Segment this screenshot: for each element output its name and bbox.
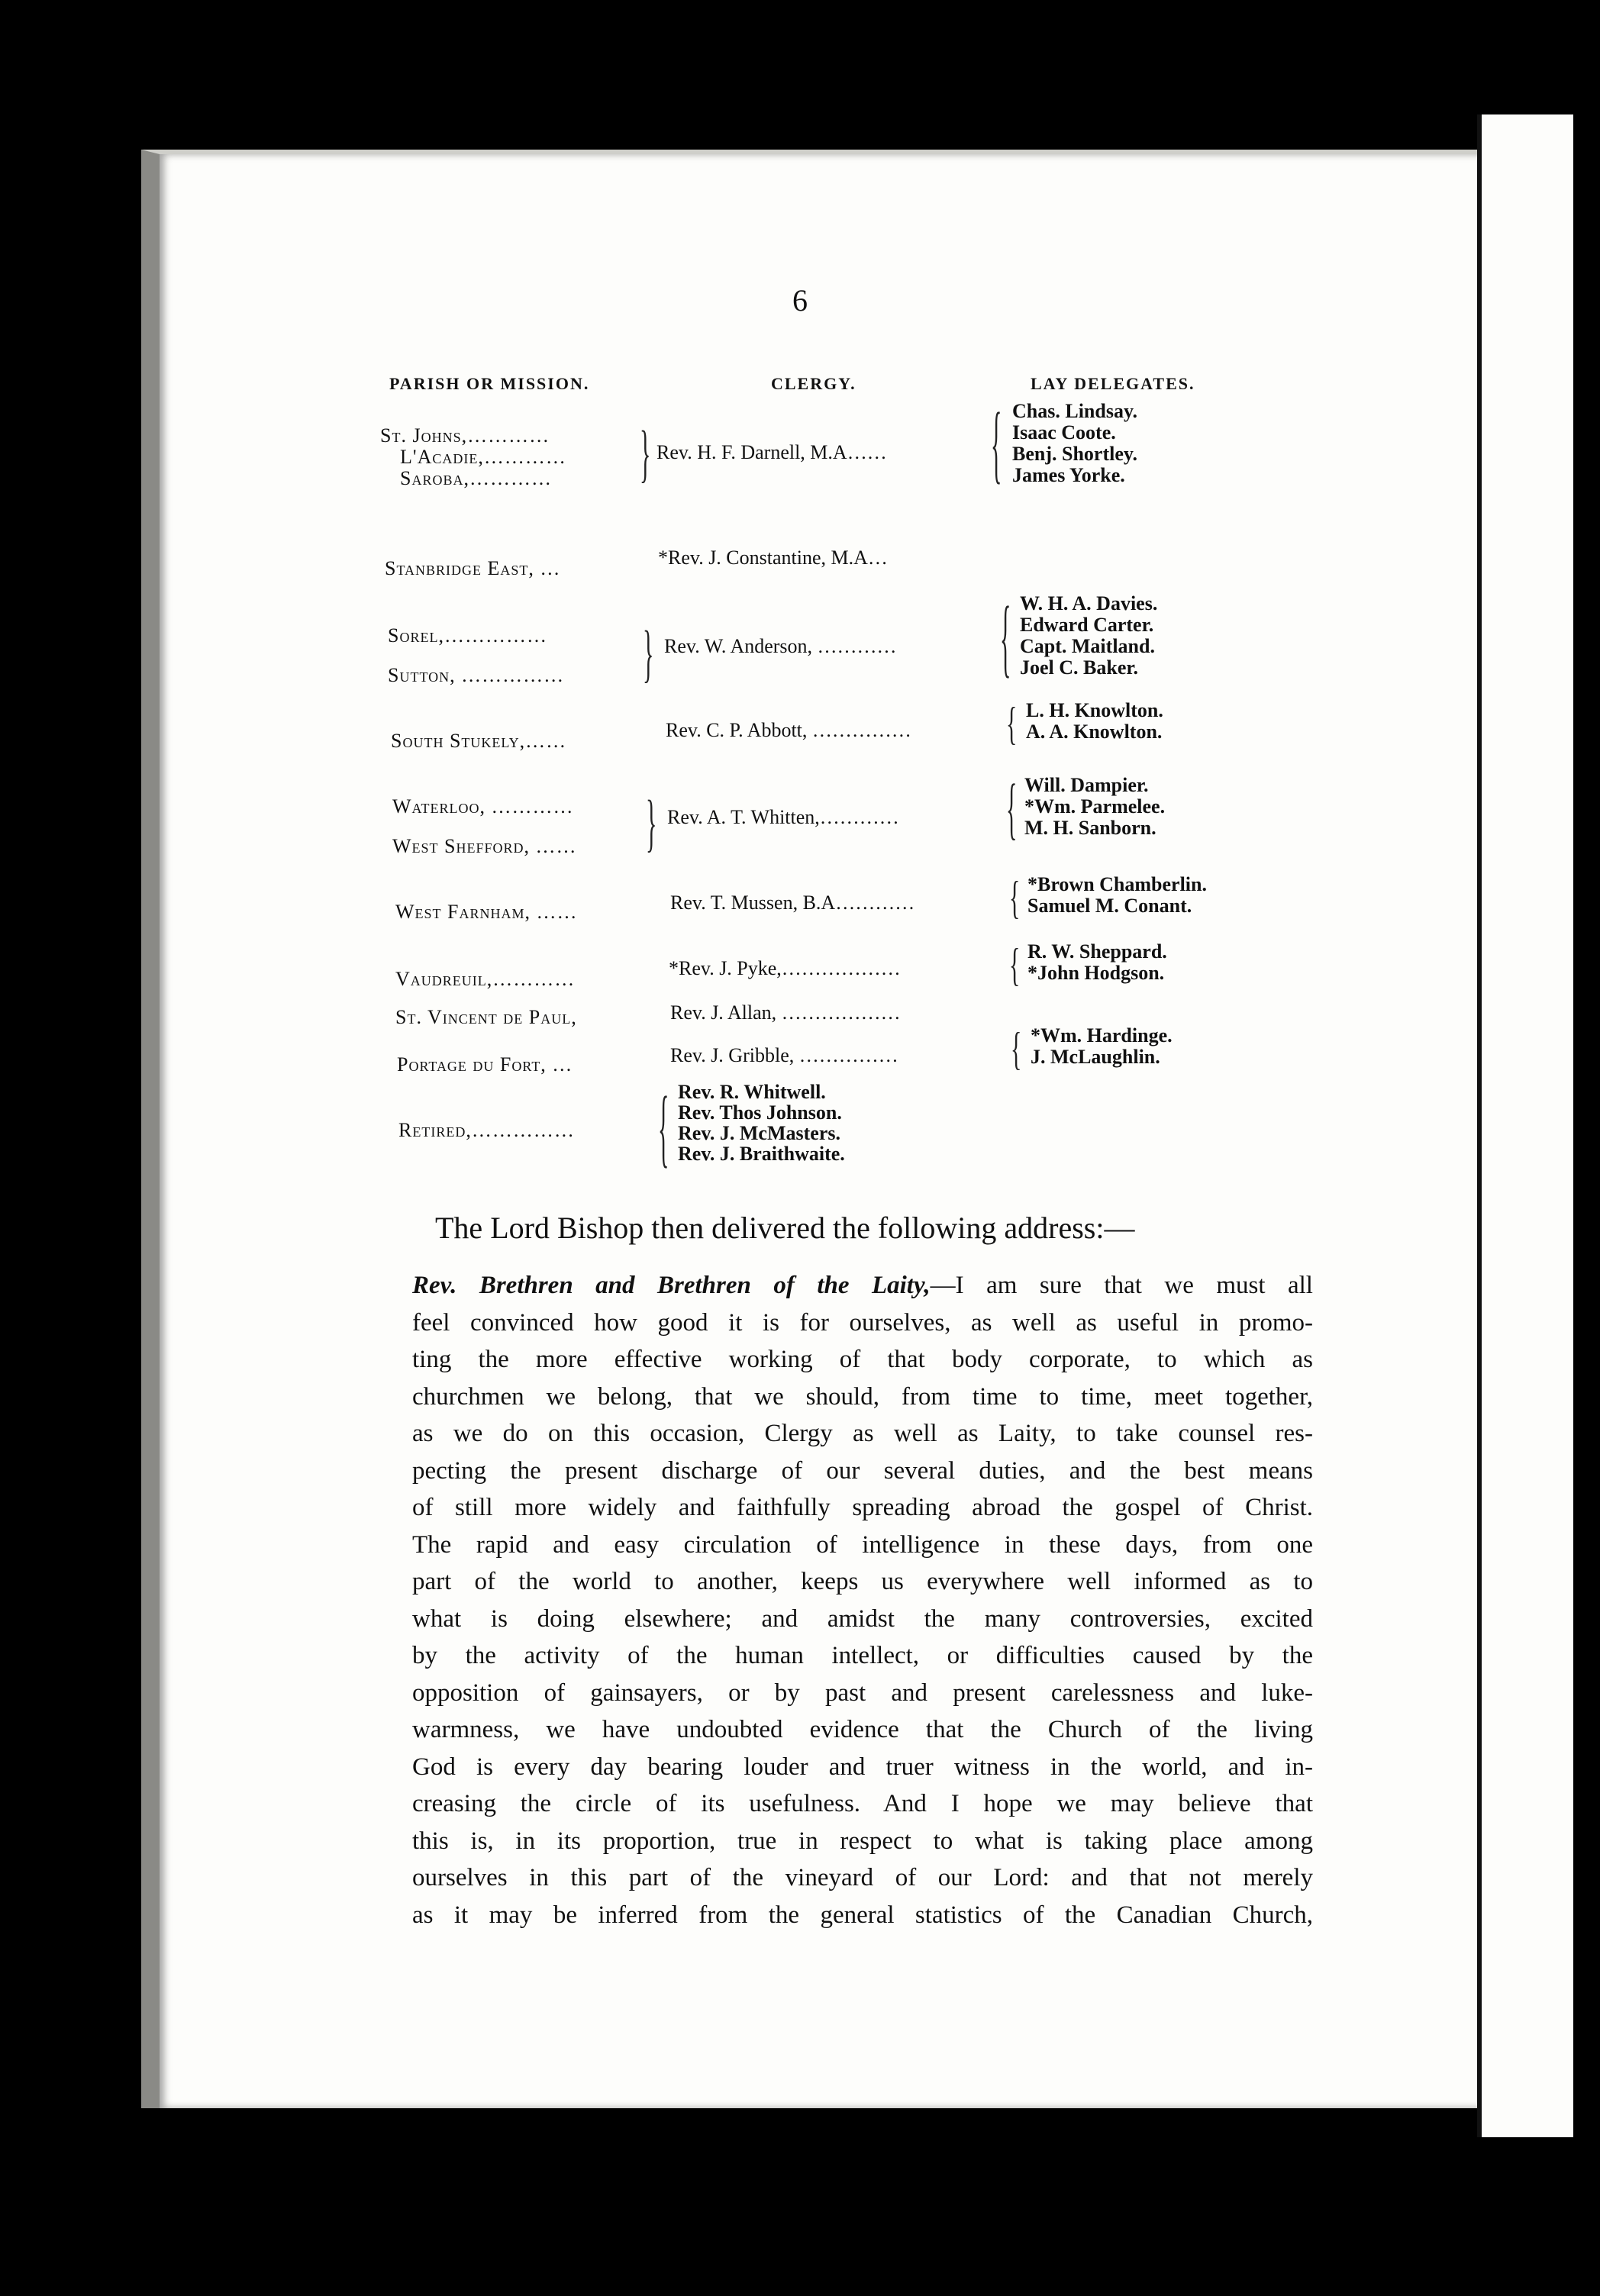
column-header-parish: PARISH OR MISSION. xyxy=(389,374,590,393)
address-line: creasing the circle of its usefulness. And I hope we may believe that xyxy=(412,1790,1313,1817)
lay-delegate: *Wm. Parmelee. xyxy=(1024,795,1166,817)
address-line: by the activity of the human intellect, or difficulties caused by the xyxy=(412,1642,1313,1669)
address-line: churchmen we belong, that we should, from time to time, meet together, xyxy=(412,1382,1313,1411)
clergy-name: Rev. W. Anderson, ………… xyxy=(664,635,897,657)
address-line: God is every day bearing louder and truer witness in the world, and in- xyxy=(412,1753,1313,1781)
lay-delegate: R. W. Sheppard. xyxy=(1027,940,1167,963)
brace: { xyxy=(1009,872,1021,923)
parish-name: Waterloo, ………… xyxy=(392,795,574,817)
clergy-name: Rev. J. Gribble, …………… xyxy=(670,1044,898,1066)
lay-delegate: L. H. Knowlton. xyxy=(1026,699,1163,721)
address-line: as it may be inferred from the general statistics of the Canadian Church, xyxy=(412,1901,1313,1929)
parish-name: Sutton, …………… xyxy=(388,664,565,686)
address-line: The rapid and easy circulation of intelligence in these days, from one xyxy=(412,1530,1313,1559)
address-line: feel convinced how good it is for ourselves, as well as useful in promo- xyxy=(412,1308,1313,1337)
address-heading: The Lord Bishop then delivered the following address:— xyxy=(435,1211,1135,1245)
address-line: ting the more effective working of that body corporate, to which as xyxy=(412,1346,1313,1373)
lay-delegate: *Brown Chamberlin. xyxy=(1027,873,1207,895)
lay-delegate: W. H. A. Davies. xyxy=(1020,592,1158,614)
address-body xyxy=(412,1267,1313,1933)
parish-name: St. Vincent de Paul, xyxy=(395,1006,577,1028)
parish-name: L'Acadie,………… xyxy=(400,446,566,468)
address-line: as we do on this occasion, Clergy as well as Laity, to take counsel res- xyxy=(412,1420,1313,1447)
parish-name: Retired,…………… xyxy=(398,1119,575,1141)
lay-delegate: A. A. Knowlton. xyxy=(1026,721,1163,743)
brace: { xyxy=(1011,1024,1022,1074)
parish-name: Stanbridge East, … xyxy=(385,557,561,579)
lay-delegate: Capt. Maitland. xyxy=(1020,635,1155,657)
address-line: this is, in its proportion, true in respect to what is taking place among xyxy=(412,1827,1313,1855)
address-line: ourselves in this part of the vineyard of our Lord: and that not merely xyxy=(412,1864,1313,1891)
address-line: Rev. Brethren and Brethren of the Laity,—I am sure that we must all xyxy=(412,1272,1313,1299)
address-salutation: Rev. Brethren and Brethren of the Laity, xyxy=(412,1272,931,1299)
address-line: part of the world to another, keeps us everywhere well informed as to xyxy=(412,1568,1313,1595)
facing-page-edge xyxy=(1477,114,1573,2137)
page-number: 6 xyxy=(792,283,808,318)
lay-delegate: Chas. Lindsay. xyxy=(1012,400,1138,422)
brace: { xyxy=(1000,589,1011,685)
lay-delegate: *John Hodgson. xyxy=(1027,962,1165,984)
parish-name: West Shefford, …… xyxy=(392,835,577,857)
lay-delegate: *Wm. Hardinge. xyxy=(1031,1024,1173,1046)
lay-delegate: James Yorke. xyxy=(1012,464,1125,486)
lay-delegate: J. McLaughlin. xyxy=(1031,1046,1160,1068)
address-line: warmness, we have undoubted evidence that the Church of the living xyxy=(412,1716,1313,1743)
lay-delegate: Joel C. Baker. xyxy=(1020,656,1139,679)
address-line: what is doing elsewhere; and amidst the many controversies, excited xyxy=(412,1604,1313,1633)
lay-delegate: Benj. Shortley. xyxy=(1012,443,1137,465)
clergy-name: Rev. Thos Johnson. xyxy=(678,1101,842,1124)
parish-name: South Stukely,…… xyxy=(391,730,567,752)
column-header-lay: LAY DELEGATES. xyxy=(1031,374,1195,393)
clergy-name: Rev. T. Mussen, B.A………… xyxy=(670,892,915,914)
brace: } xyxy=(643,618,654,689)
parish-name: Sorel,…………… xyxy=(388,624,547,647)
clergy-name: Rev. J. Braithwaite. xyxy=(678,1143,845,1165)
brace: } xyxy=(646,787,657,859)
brace: { xyxy=(1006,698,1018,749)
lay-delegate: Edward Carter. xyxy=(1020,614,1154,636)
brace: { xyxy=(991,395,1002,492)
clergy-name: Rev. H. F. Darnell, M.A…… xyxy=(656,441,887,463)
parish-name: St. Johns,………… xyxy=(380,424,550,447)
address-line: opposition of gainsayers, or by past and present carelessness and luke- xyxy=(412,1678,1313,1707)
lay-delegate: Samuel M. Conant. xyxy=(1027,895,1192,917)
clergy-name: *Rev. J. Pyke,……………… xyxy=(669,957,901,979)
clergy-name: Rev. R. Whitwell. xyxy=(678,1081,826,1103)
lay-delegate: Will. Dampier. xyxy=(1024,774,1149,796)
brace: } xyxy=(640,418,651,489)
column-header-clergy: CLERGY. xyxy=(771,374,856,393)
clergy-name: Rev. J. McMasters. xyxy=(678,1122,840,1144)
parish-name: Vaudreuil,………… xyxy=(395,968,576,990)
parish-name: Saroba,………… xyxy=(400,467,552,489)
lay-delegate: M. H. Sanborn. xyxy=(1024,817,1156,839)
address-line: pecting the present discharge of our several duties, and the best means xyxy=(412,1456,1313,1485)
brace: { xyxy=(1006,770,1018,846)
clergy-name: *Rev. J. Constantine, M.A… xyxy=(658,547,888,569)
clergy-name: Rev. A. T. Whitten,………… xyxy=(667,806,899,828)
parish-name: West Farnham, …… xyxy=(395,901,578,923)
clergy-name: Rev. C. P. Abbott, …………… xyxy=(666,719,911,741)
lay-delegate: Isaac Coote. xyxy=(1012,421,1116,443)
brace: { xyxy=(1009,940,1021,990)
clergy-name: Rev. J. Allan, ……………… xyxy=(670,1001,901,1024)
brace: { xyxy=(658,1079,669,1175)
parish-name: Portage du Fort, … xyxy=(397,1053,573,1075)
address-line: of still more widely and faithfully spreading abroad the gospel of Christ. xyxy=(412,1494,1313,1521)
